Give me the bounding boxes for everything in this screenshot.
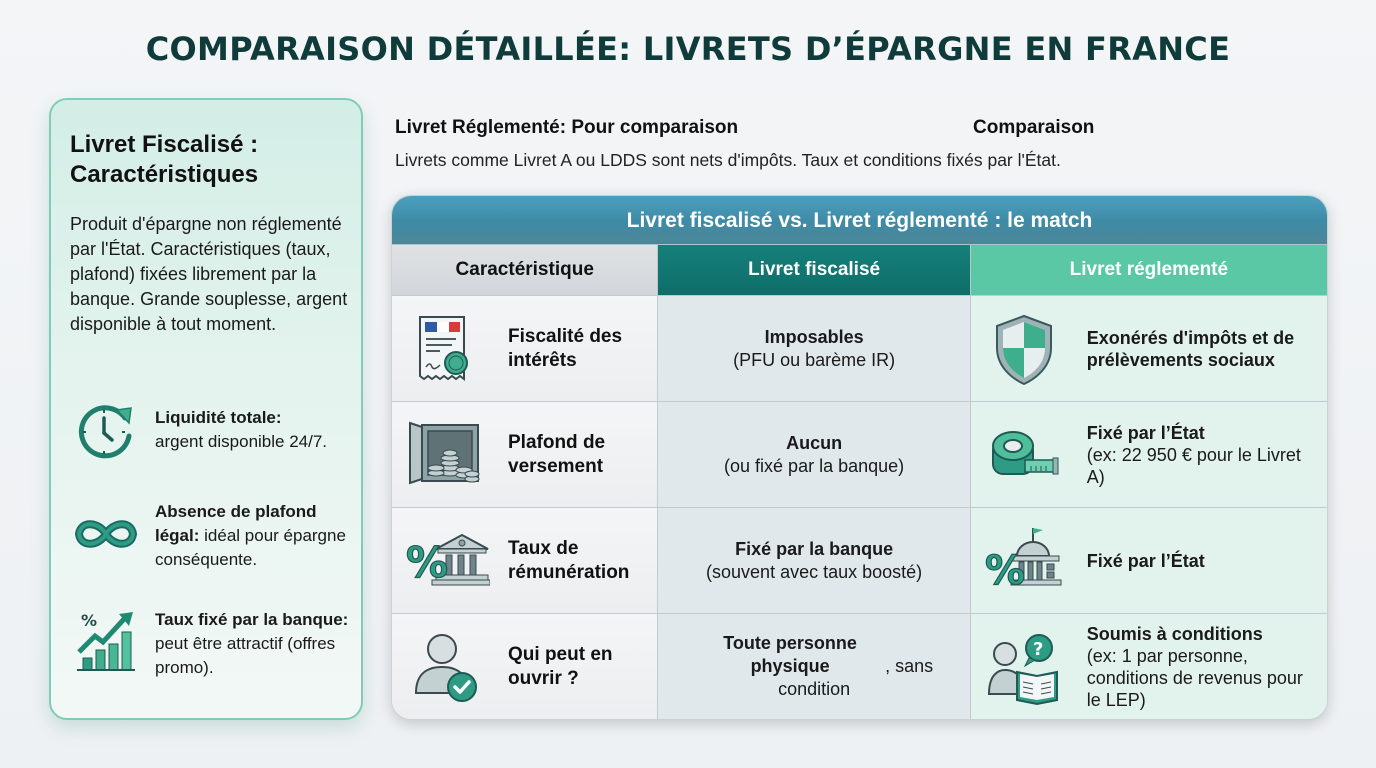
- tax-document-icon: [406, 311, 482, 387]
- table-banner: Livret fiscalisé vs. Livret réglementé : le match: [392, 196, 1327, 245]
- safe-coins-icon: [406, 417, 482, 493]
- comparison-table: [391, 195, 1328, 720]
- feature-text: idéal pour épargne conséquente.: [155, 526, 346, 569]
- characteristic-label: Fiscalité des intérêts: [508, 325, 623, 371]
- cell-fiscalise: [658, 402, 970, 507]
- table-row: [392, 401, 1327, 507]
- fiscalise-value: Aucun: [786, 432, 843, 453]
- svg-text:%: %: [984, 547, 1025, 594]
- fiscalise-detail: (PFU ou barème IR): [733, 349, 896, 370]
- table-row: [392, 295, 1327, 401]
- reglemente-value: Soumis à conditions: [1086, 623, 1263, 644]
- reglemente-value: Fixé par l’État: [1086, 422, 1205, 443]
- card-heading-line1: Livret Fiscalisé :: [70, 131, 259, 158]
- clock-refresh-icon: [73, 396, 139, 462]
- cell-characteristic: [392, 402, 658, 507]
- shield-icon: [985, 310, 1063, 388]
- percent-government-icon: [985, 522, 1063, 600]
- feature-title: Liquidité totale:: [155, 408, 282, 427]
- reglemente-detail: (ex: 1 par personne, conditions de revenus pour le LEP): [1086, 645, 1303, 710]
- table-row: [392, 613, 1327, 719]
- measuring-tape-icon: [985, 416, 1063, 494]
- infinity-icon: [73, 514, 139, 580]
- card-heading-line2: Caractéristiques: [70, 161, 259, 188]
- header-fiscalise: Livret fiscalisé: [658, 245, 970, 295]
- feature-liquidity: [73, 396, 363, 462]
- cell-reglemente: [971, 402, 1327, 507]
- svg-text:%: %: [406, 537, 449, 587]
- reglemente-value: Exonérés d'impôts et de prélèvements sociaux: [1086, 327, 1295, 370]
- cell-fiscalise: [658, 508, 970, 613]
- cell-characteristic: [392, 508, 658, 613]
- card-description: Produit d'épargne non réglementé par l'État. Caractéristiques (taux, plafond) fixées librement par la banque. Grande souplesse, argent disponible à tout moment.: [70, 214, 348, 334]
- header-reglemente: Livret réglementé: [971, 245, 1327, 295]
- feature-text: peut être attractif (offres promo).: [155, 634, 336, 677]
- cell-fiscalise: [658, 614, 970, 719]
- cell-fiscalise: [658, 296, 970, 401]
- user-question-book-icon: [985, 628, 1063, 706]
- fiscalise-value: Toute personne physique: [723, 633, 857, 676]
- cell-characteristic: [392, 296, 658, 401]
- characteristic-label: Plafond de versement: [508, 431, 606, 477]
- cell-reglemente: [971, 508, 1327, 613]
- regulated-title: Livret Réglementé: Pour comparaison: [395, 117, 739, 138]
- feature-no-ceiling: [73, 500, 363, 580]
- characteristic-label: Qui peut en ouvrir ?: [508, 643, 613, 689]
- characteristic-label: Taux de rémunération: [508, 537, 630, 583]
- cell-reglemente: [971, 614, 1327, 719]
- comparison-label: Comparaison: [973, 117, 1095, 138]
- cell-reglemente: [971, 296, 1327, 401]
- table-header-row: [392, 245, 1327, 295]
- fiscalise-detail: (ou fixé par la banque): [724, 455, 905, 476]
- feature-title: Taux fixé par la banque:: [155, 610, 349, 629]
- percent-bank-icon: [406, 523, 482, 599]
- fiscalise-value: Imposables: [764, 326, 864, 347]
- fiscalise-detail: , sans condition: [778, 656, 934, 699]
- regulated-description: Livrets comme Livret A ou LDDS sont nets d'impôts. Taux et conditions fixés par l'État.: [395, 150, 1061, 170]
- feature-title: Absence de plafond légal:: [155, 502, 317, 545]
- header-characteristic: Caractéristique: [392, 245, 658, 295]
- feature-text: argent disponible 24/7.: [155, 432, 328, 451]
- fiscalise-detail: (souvent avec taux boosté): [706, 561, 923, 582]
- svg-text:?: ?: [1032, 638, 1044, 660]
- reglemente-detail: (ex: 22 950 € pour le Livret A): [1086, 444, 1301, 487]
- reglemente-value: Fixé par l’État: [1086, 550, 1205, 571]
- cell-characteristic: [392, 614, 658, 719]
- svg-text:%: %: [81, 611, 98, 630]
- card-heading: [70, 130, 350, 190]
- user-check-icon: [406, 629, 482, 705]
- table-row: [392, 507, 1327, 613]
- fiscalise-characteristics-card: [49, 98, 363, 720]
- growth-chart-icon: [73, 608, 139, 674]
- page-title: COMPARAISON DÉTAILLÉE: LIVRETS D’ÉPARGNE EN FRANCE: [145, 30, 1231, 68]
- fiscalise-value: Fixé par la banque: [735, 538, 894, 559]
- feature-bank-rate: [73, 608, 363, 680]
